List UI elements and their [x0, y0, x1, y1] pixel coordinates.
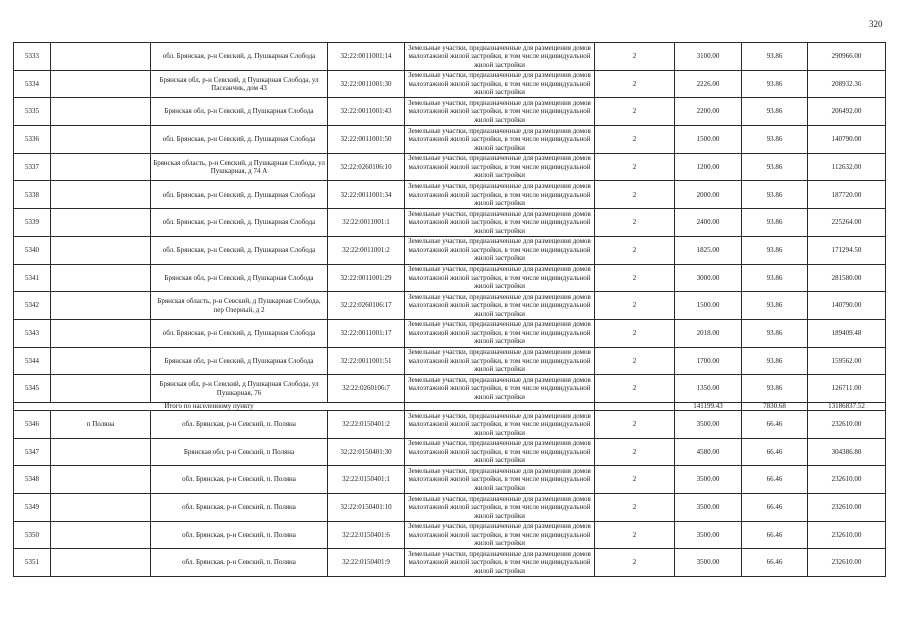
table-row [14, 375, 886, 403]
rows-pushkarnaya-sloboda [14, 43, 886, 403]
locality-cell [51, 181, 151, 209]
group-cell: 2 [595, 292, 675, 320]
cadastral-value-cell: 206492.00 [808, 98, 886, 126]
address-cell: Брянская обл, р-н Севский, п Поляна [151, 438, 328, 466]
address-cell: обл. Брянская, р-н Севский, д. Пушкарная Слобода [151, 181, 328, 209]
subtotal-area: 141199.43 [675, 402, 742, 410]
rate-cell: 93.86 [742, 98, 808, 126]
area-cell: 2400.00 [675, 209, 742, 237]
land-use-cell: Земельные участки, предназначенные для размещения домов малоэтажной жилой застройки, в том числе индивидуальной жилой застройки [405, 153, 595, 181]
row-number-cell: 5333 [14, 43, 51, 71]
cadastral-value-cell: 290966.00 [808, 43, 886, 71]
area-cell: 3500.00 [675, 549, 742, 577]
land-use-cell: Земельные участки, предназначенные для размещения домов малоэтажной жилой застройки, в том числе индивидуальной жилой застройки [405, 292, 595, 320]
land-use-cell: Земельные участки, предназначенные для размещения домов малоэтажной жилой застройки, в том числе индивидуальной жилой застройки [405, 98, 595, 126]
rate-cell: 93.86 [742, 70, 808, 98]
rate-cell: 93.86 [742, 347, 808, 375]
table-row [14, 126, 886, 154]
address-cell: Брянская обл, р-н Севский, д Пушкарная Слобода, ул Пушкарная, 76 [151, 375, 328, 403]
rate-cell: 66.46 [742, 466, 808, 494]
row-number-cell: 5348 [14, 466, 51, 494]
page-number: 320 [869, 19, 883, 29]
locality-cell [51, 209, 151, 237]
row-number-cell: 5345 [14, 375, 51, 403]
area-cell: 3500.00 [675, 466, 742, 494]
address-cell: обл. Брянская, р-н Севский, д. Пушкарная Слобода [151, 209, 328, 237]
rate-cell: 66.46 [742, 438, 808, 466]
address-cell: обл. Брянская, р-н Севский, д. Пушкарная Слобода [151, 43, 328, 71]
area-cell: 2018.00 [675, 319, 742, 347]
area-cell: 1200.00 [675, 153, 742, 181]
land-registry-table [13, 42, 886, 577]
group-cell: 2 [595, 438, 675, 466]
row-number-cell: 5349 [14, 494, 51, 522]
rate-cell: 93.86 [742, 236, 808, 264]
rows-polyana [14, 410, 886, 576]
area-cell: 2226.00 [675, 70, 742, 98]
cadastral-value-cell: 232610.00 [808, 549, 886, 577]
address-cell: обл. Брянская, р-н Севский, д. Пушкарная Слобода [151, 236, 328, 264]
subtotal-value: 13186837.52 [808, 402, 886, 410]
rate-cell: 93.86 [742, 153, 808, 181]
locality-cell [51, 521, 151, 549]
area-cell: 2200.00 [675, 98, 742, 126]
locality-cell [51, 438, 151, 466]
row-number-cell: 5338 [14, 181, 51, 209]
address-cell: обл. Брянская, р-н Севский, п. Поляна [151, 494, 328, 522]
table-row [14, 521, 886, 549]
group-cell: 2 [595, 521, 675, 549]
land-use-cell: Земельные участки, предназначенные для размещения домов малоэтажной жилой застройки, в том числе индивидуальной жилой застройки [405, 236, 595, 264]
land-use-cell: Земельные участки, предназначенные для размещения домов малоэтажной жилой застройки, в том числе индивидуальной жилой застройки [405, 43, 595, 71]
table-row [14, 410, 886, 438]
row-number-cell: 5351 [14, 549, 51, 577]
cadastral-number-cell: 32:22:0260106:7 [328, 375, 405, 403]
table-row [14, 494, 886, 522]
locality-cell [51, 466, 151, 494]
row-number-cell: 5347 [14, 438, 51, 466]
cadastral-value-cell: 159562.00 [808, 347, 886, 375]
land-use-cell: Земельные участки, предназначенные для размещения домов малоэтажной жилой застройки, в том числе индивидуальной жилой застройки [405, 410, 595, 438]
land-use-cell: Земельные участки, предназначенные для размещения домов малоэтажной жилой застройки, в том числе индивидуальной жилой застройки [405, 126, 595, 154]
area-cell: 3500.00 [675, 494, 742, 522]
group-cell: 2 [595, 153, 675, 181]
area-cell: 1825.00 [675, 236, 742, 264]
cadastral-value-cell: 171294.50 [808, 236, 886, 264]
cadastral-number-cell: 32:22:0011001:14 [328, 43, 405, 71]
table-row [14, 43, 886, 71]
locality-cell [51, 43, 151, 71]
cadastral-number-cell: 32:22:0011001:51 [328, 347, 405, 375]
row-number-cell: 5340 [14, 236, 51, 264]
rate-cell: 93.86 [742, 43, 808, 71]
address-cell: обл. Брянская, р-н Севский, п. Поляна [151, 466, 328, 494]
row-number-cell: 5335 [14, 98, 51, 126]
cadastral-value-cell: 140790.00 [808, 292, 886, 320]
area-cell: 1500.00 [675, 126, 742, 154]
group-cell: 2 [595, 209, 675, 237]
table-row [14, 98, 886, 126]
locality-cell: п Поляна [51, 410, 151, 438]
row-number-cell: 5337 [14, 153, 51, 181]
table-row [14, 209, 886, 237]
locality-cell [51, 319, 151, 347]
cadastral-number-cell: 32:22:0150401:1 [328, 466, 405, 494]
group-cell: 2 [595, 549, 675, 577]
cadastral-number-cell: 32:22:0011001:43 [328, 98, 405, 126]
cadastral-value-cell: 232610.00 [808, 410, 886, 438]
table-row [14, 466, 886, 494]
address-cell: обл. Брянская, р-н Севский, п. Поляна [151, 410, 328, 438]
cadastral-value-cell: 208932.36 [808, 70, 886, 98]
subtotal-empty-cell [595, 402, 675, 410]
group-cell: 2 [595, 236, 675, 264]
locality-cell [51, 549, 151, 577]
cadastral-value-cell: 225264.00 [808, 209, 886, 237]
cadastral-value-cell: 232610.00 [808, 521, 886, 549]
row-number-cell: 5339 [14, 209, 51, 237]
group-cell: 2 [595, 70, 675, 98]
table-row [14, 319, 886, 347]
rate-cell: 93.86 [742, 375, 808, 403]
area-cell: 3100.00 [675, 43, 742, 71]
locality-cell [51, 153, 151, 181]
land-use-cell: Земельные участки, предназначенные для размещения домов малоэтажной жилой застройки, в том числе индивидуальной жилой застройки [405, 466, 595, 494]
row-number-cell: 5334 [14, 70, 51, 98]
cadastral-value-cell: 126711.00 [808, 375, 886, 403]
cadastral-value-cell: 232610.00 [808, 466, 886, 494]
group-cell: 2 [595, 126, 675, 154]
cadastral-number-cell: 32:22:0011001:17 [328, 319, 405, 347]
locality-cell [51, 375, 151, 403]
land-use-cell: Земельные участки, предназначенные для размещения домов малоэтажной жилой застройки, в том числе индивидуальной жилой застройки [405, 181, 595, 209]
group-cell: 2 [595, 264, 675, 292]
table-row [14, 264, 886, 292]
table-row [14, 181, 886, 209]
area-cell: 1500.00 [675, 292, 742, 320]
cadastral-number-cell: 32:22:0011001:30 [328, 70, 405, 98]
cadastral-number-cell: 32:22:0150401:9 [328, 549, 405, 577]
cadastral-value-cell: 232610.00 [808, 494, 886, 522]
cadastral-number-cell: 32:22:0011001:29 [328, 264, 405, 292]
land-use-cell: Земельные участки, предназначенные для размещения домов малоэтажной жилой застройки, в том числе индивидуальной жилой застройки [405, 521, 595, 549]
land-use-cell: Земельные участки, предназначенные для размещения домов малоэтажной жилой застройки, в том числе индивидуальной жилой застройки [405, 549, 595, 577]
group-cell: 2 [595, 466, 675, 494]
area-cell: 2000.00 [675, 181, 742, 209]
cadastral-number-cell: 32:22:0150401:6 [328, 521, 405, 549]
address-cell: обл. Брянская, р-н Севский, п. Поляна [151, 549, 328, 577]
cadastral-value-cell: 189409.48 [808, 319, 886, 347]
table-row [14, 236, 886, 264]
rate-cell: 93.86 [742, 209, 808, 237]
cadastral-number-cell: 32:22:0150401:2 [328, 410, 405, 438]
locality-cell [51, 98, 151, 126]
address-cell: Брянская обл, р-н Севский, д Пушкарная Слобода [151, 347, 328, 375]
row-number-cell: 5350 [14, 521, 51, 549]
address-cell: обл. Брянская, р-н Севский, д. Пушкарная Слобода [151, 126, 328, 154]
cadastral-value-cell: 140790.00 [808, 126, 886, 154]
row-number-cell: 5342 [14, 292, 51, 320]
address-cell: Брянская обл, р-н Севский, д Пушкарная Слобода [151, 98, 328, 126]
group-cell: 2 [595, 181, 675, 209]
address-cell: Брянская обл, р-н Севский, д Пушкарная Слобода [151, 264, 328, 292]
group-cell: 2 [595, 375, 675, 403]
subtotal-section [14, 402, 886, 410]
rate-cell: 66.46 [742, 410, 808, 438]
cadastral-number-cell: 32:22:0260106:17 [328, 292, 405, 320]
address-cell: обл. Брянская, р-н Севский, п. Поляна [151, 521, 328, 549]
address-cell: Брянская обл, р-н Севский, д Пушкарная Слобода, ул Пасеанчик, дом 43 [151, 70, 328, 98]
cadastral-number-cell: 32:22:0150401:30 [328, 438, 405, 466]
table-row [14, 292, 886, 320]
table-row [14, 549, 886, 577]
area-cell: 3500.00 [675, 521, 742, 549]
land-use-cell: Земельные участки, предназначенные для размещения домов малоэтажной жилой застройки, в том числе индивидуальной жилой застройки [405, 264, 595, 292]
table-row [14, 347, 886, 375]
locality-cell [51, 347, 151, 375]
locality-cell [51, 126, 151, 154]
cadastral-number-cell: 32:22:0011001:50 [328, 126, 405, 154]
land-use-cell: Земельные участки, предназначенные для размещения домов малоэтажной жилой застройки, в том числе индивидуальной жилой застройки [405, 375, 595, 403]
group-cell: 2 [595, 494, 675, 522]
locality-cell [51, 236, 151, 264]
group-cell: 2 [595, 319, 675, 347]
subtotal-rate: 7830.68 [742, 402, 808, 410]
locality-cell [51, 70, 151, 98]
locality-cell [51, 292, 151, 320]
row-number-cell: 5336 [14, 126, 51, 154]
cadastral-number-cell: 32:22:0011001:34 [328, 181, 405, 209]
area-cell: 1350.00 [675, 375, 742, 403]
cadastral-number-cell: 32:22:0150401:10 [328, 494, 405, 522]
row-number-cell: 5343 [14, 319, 51, 347]
rate-cell: 93.86 [742, 319, 808, 347]
land-use-cell: Земельные участки, предназначенные для размещения домов малоэтажной жилой застройки, в том числе индивидуальной жилой застройки [405, 347, 595, 375]
area-cell: 3000.00 [675, 264, 742, 292]
land-use-cell: Земельные участки, предназначенные для размещения домов малоэтажной жилой застройки, в том числе индивидуальной жилой застройки [405, 494, 595, 522]
land-use-cell: Земельные участки, предназначенные для размещения домов малоэтажной жилой застройки, в том числе индивидуальной жилой застройки [405, 438, 595, 466]
area-cell: 3500.00 [675, 410, 742, 438]
address-cell: Брянская область, р-н Севский, д Пушкарная Слобода, ул Пушкарная, д 74 А [151, 153, 328, 181]
group-cell: 2 [595, 347, 675, 375]
rate-cell: 93.86 [742, 181, 808, 209]
land-use-cell: Земельные участки, предназначенные для размещения домов малоэтажной жилой застройки, в том числе индивидуальной жилой застройки [405, 319, 595, 347]
rate-cell: 66.46 [742, 549, 808, 577]
rate-cell: 93.86 [742, 264, 808, 292]
cadastral-number-cell: 32:22:0011001:2 [328, 236, 405, 264]
land-use-cell: Земельные участки, предназначенные для размещения домов малоэтажной жилой застройки, в том числе индивидуальной жилой застройки [405, 209, 595, 237]
rate-cell: 93.86 [742, 292, 808, 320]
subtotal-empty-cell [405, 402, 595, 410]
cadastral-value-cell: 187720.00 [808, 181, 886, 209]
group-cell: 2 [595, 98, 675, 126]
cadastral-number-cell: 32:22:0011001:1 [328, 209, 405, 237]
group-cell: 2 [595, 43, 675, 71]
locality-cell [51, 494, 151, 522]
cadastral-number-cell: 32:22:0260106:10 [328, 153, 405, 181]
subtotal-label: Итого по населенному пункту [14, 402, 405, 410]
area-cell: 1700.00 [675, 347, 742, 375]
rate-cell: 66.46 [742, 521, 808, 549]
table-row [14, 153, 886, 181]
cadastral-value-cell: 281580.00 [808, 264, 886, 292]
locality-cell [51, 264, 151, 292]
address-cell: Брянская область, р-н Севский, д Пушкарная Слобода, пер Озерный, д 2 [151, 292, 328, 320]
cadastral-value-cell: 112632.00 [808, 153, 886, 181]
table-row [14, 438, 886, 466]
group-cell: 2 [595, 410, 675, 438]
row-number-cell: 5344 [14, 347, 51, 375]
table-row [14, 70, 886, 98]
subtotal-row [14, 402, 886, 410]
cadastral-value-cell: 304386.80 [808, 438, 886, 466]
rate-cell: 93.86 [742, 126, 808, 154]
address-cell: обл. Брянская, р-н Севский, д. Пушкарная Слобода [151, 319, 328, 347]
land-use-cell: Земельные участки, предназначенные для размещения домов малоэтажной жилой застройки, в том числе индивидуальной жилой застройки [405, 70, 595, 98]
area-cell: 4580.00 [675, 438, 742, 466]
rate-cell: 66.46 [742, 494, 808, 522]
row-number-cell: 5341 [14, 264, 51, 292]
row-number-cell: 5346 [14, 410, 51, 438]
